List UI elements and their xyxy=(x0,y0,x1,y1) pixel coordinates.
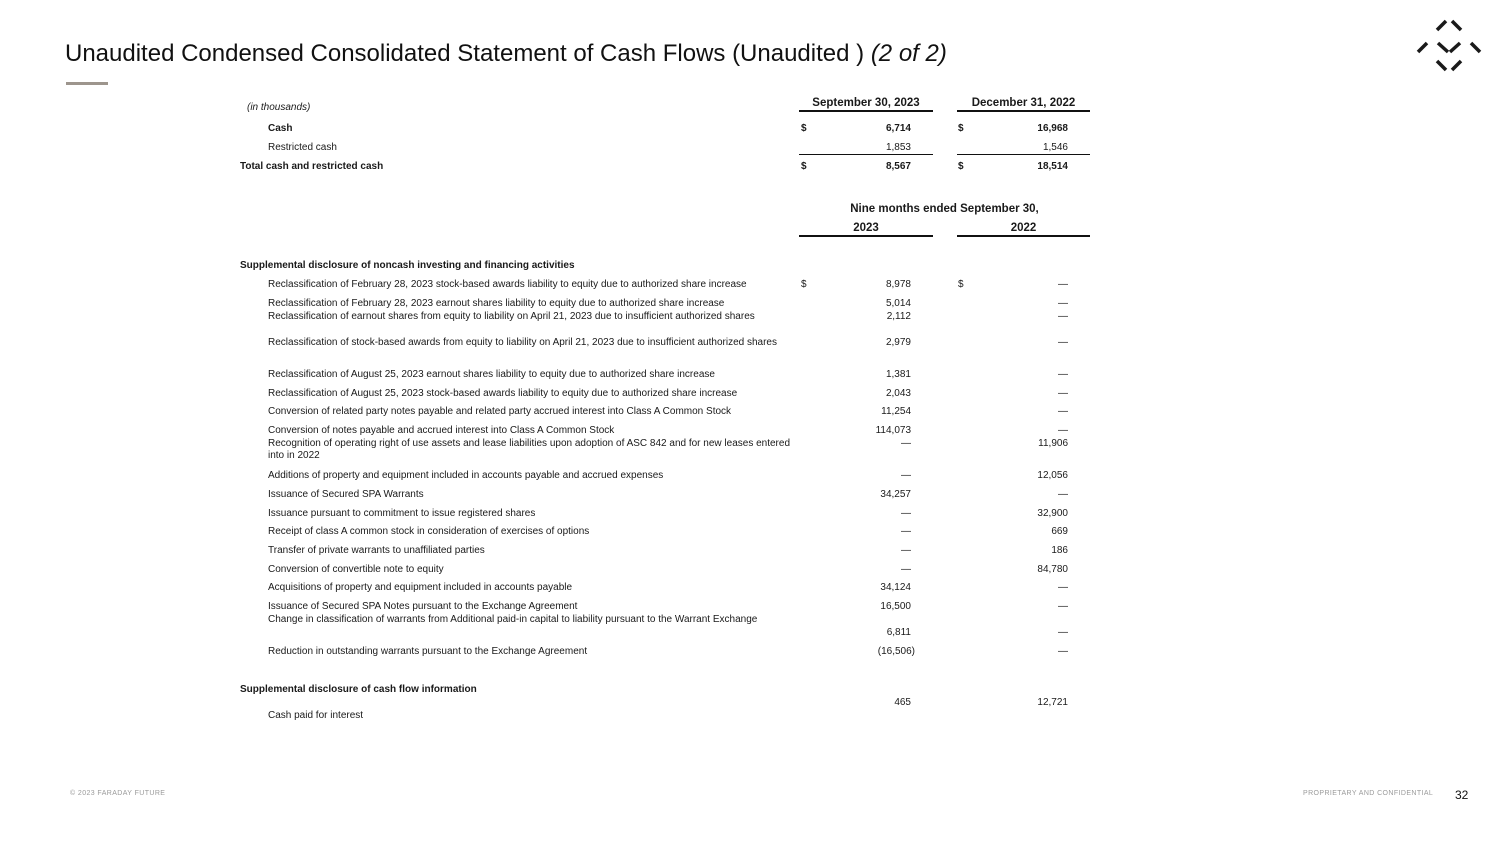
year-header-2022: 2022 xyxy=(1010,222,1037,234)
value-2023: 2,979 xyxy=(885,337,911,348)
row-label: Acquisitions of property and equipment included in accounts payable xyxy=(268,582,573,593)
row-label: Total cash and restricted cash xyxy=(240,161,384,172)
row-label: Issuance of Secured SPA Warrants xyxy=(268,489,424,500)
currency-sign: $ xyxy=(801,161,807,172)
row-label: Conversion of related party notes payable and related party accrued interest into Class A Common Stock xyxy=(268,406,732,417)
value-2023: (16,506) xyxy=(877,646,915,657)
row-label: Change in classification of warrants from Additional paid-in capital to liability pursuant to the Warrant Exchange xyxy=(268,614,758,625)
row-label: Reduction in outstanding warrants pursuant to the Exchange Agreement xyxy=(268,646,588,657)
value-2022: — xyxy=(1058,388,1068,399)
header-rule xyxy=(799,110,933,112)
row-label: Issuance pursuant to commitment to issue registered shares xyxy=(268,508,536,519)
value-2022: 1,546 xyxy=(1042,142,1068,153)
value-2022: — xyxy=(1058,582,1068,593)
value-2022: — xyxy=(1058,489,1068,500)
row-label: Reclassification of stock-based awards from equity to liability on April 21, 2023 due to insufficient authorized shares xyxy=(268,337,777,348)
value-2022: 12,721 xyxy=(1037,697,1068,708)
value-2022: 11,906 xyxy=(1038,438,1068,449)
section-heading-noncash: Supplemental disclosure of noncash investing and financing activities xyxy=(240,260,575,271)
value-2023: 2,043 xyxy=(885,388,911,399)
value-2023: 6,714 xyxy=(885,123,911,134)
value-2023: 16,500 xyxy=(880,601,911,612)
footer-copyright: © 2023 FARADAY FUTURE xyxy=(70,790,166,797)
value-2023: 8,567 xyxy=(885,161,911,172)
value-2023: 34,257 xyxy=(880,489,911,500)
row-label: Reclassification of August 25, 2023 stock-based awards liability to equity due to authorized share increase xyxy=(268,388,738,399)
value-2023: 11,254 xyxy=(881,406,911,417)
value-2022: 669 xyxy=(1051,526,1068,537)
currency-sign: $ xyxy=(958,279,964,290)
value-2022: 186 xyxy=(1051,545,1068,556)
subtotal-rule xyxy=(799,154,933,155)
currency-sign: $ xyxy=(958,123,964,134)
row-label: Issuance of Secured SPA Notes pursuant to the Exchange Agreement xyxy=(268,601,578,612)
unit-label: (in thousands) xyxy=(247,102,311,113)
value-2023: 465 xyxy=(894,697,911,708)
value-2023: 2,112 xyxy=(886,311,911,322)
value-2023: 1,381 xyxy=(885,369,911,380)
value-2023: — xyxy=(901,508,911,519)
value-2023: 6,811 xyxy=(886,627,911,638)
value-2022: 84,780 xyxy=(1037,564,1068,575)
row-label: Reclassification of earnout shares from equity to liability on April 21, 2023 due to insufficient authorized shares xyxy=(268,311,755,322)
value-2022: — xyxy=(1058,646,1068,657)
value-2023: — xyxy=(901,438,911,449)
value-2023: 8,978 xyxy=(885,279,911,290)
row-label: Reclassification of February 28, 2023 earnout shares liability to equity due to authorized share increase xyxy=(268,298,725,309)
title-main: Unaudited Condensed Consolidated Statement of Cash Flows (Unaudited ) xyxy=(65,40,865,67)
value-2022: 16,968 xyxy=(1037,123,1068,134)
value-2022: — xyxy=(1058,406,1068,417)
value-2023: — xyxy=(901,564,911,575)
year-header-rule xyxy=(799,235,933,237)
header-rule xyxy=(957,110,1090,112)
value-2022: — xyxy=(1058,601,1068,612)
value-2023: — xyxy=(901,470,911,481)
value-2022: — xyxy=(1058,425,1068,436)
column-header-dec-2022: December 31, 2022 xyxy=(971,97,1076,109)
section-heading-cashflow: Supplemental disclosure of cash flow information xyxy=(240,684,477,695)
value-2023: — xyxy=(901,526,911,537)
row-label: Recognition of operating right of use assets and lease liabilities upon adoption of ASC 842 and for new leases entered into in 2022 xyxy=(268,438,791,461)
value-2023: — xyxy=(901,545,911,556)
value-2023: 5,014 xyxy=(885,298,911,309)
row-label: Conversion of convertible note to equity xyxy=(268,564,444,575)
column-header-sep-2023: September 30, 2023 xyxy=(812,97,920,109)
period-header: Nine months ended September 30, xyxy=(850,203,1039,215)
title-underline xyxy=(66,82,108,85)
row-label: Reclassification of August 25, 2023 earnout shares liability to equity due to authorized share increase xyxy=(268,369,715,380)
page-number: 32 xyxy=(1455,788,1469,802)
row-label: Transfer of private warrants to unaffiliated parties xyxy=(268,545,485,556)
page-title xyxy=(65,40,947,68)
row-label: Additions of property and equipment included in accounts payable and accrued expenses xyxy=(268,470,664,481)
currency-sign: $ xyxy=(958,161,964,172)
value-2022: 18,514 xyxy=(1037,161,1068,172)
row-label: Conversion of notes payable and accrued interest into Class A Common Stock xyxy=(268,425,615,436)
faraday-future-logo-icon xyxy=(1414,18,1484,72)
row-label: Cash xyxy=(268,123,293,134)
title-sub: (2 of 2) xyxy=(870,40,947,67)
currency-sign: $ xyxy=(801,123,807,134)
value-2022: 12,056 xyxy=(1037,470,1068,481)
value-2022: — xyxy=(1058,337,1068,348)
subtotal-rule xyxy=(957,154,1090,155)
year-header-2023: 2023 xyxy=(853,222,879,234)
row-label: Reclassification of February 28, 2023 stock-based awards liability to equity due to authorized share increase xyxy=(268,279,747,290)
currency-sign: $ xyxy=(801,279,807,290)
footer-confidential: PROPRIETARY AND CONFIDENTIAL xyxy=(1303,790,1434,797)
value-2022: 32,900 xyxy=(1037,508,1068,519)
value-2023: 114,073 xyxy=(875,425,911,436)
value-2023: 1,853 xyxy=(885,142,911,153)
value-2022: — xyxy=(1058,298,1068,309)
value-2022: — xyxy=(1058,369,1068,380)
row-label: Restricted cash xyxy=(268,142,337,153)
value-2022: — xyxy=(1058,627,1068,638)
row-label: Receipt of class A common stock in consideration of exercises of options xyxy=(268,526,590,537)
value-2023: 34,124 xyxy=(880,582,911,593)
value-2022: — xyxy=(1058,279,1068,290)
year-header-rule xyxy=(957,235,1090,237)
value-2022: — xyxy=(1058,311,1068,322)
row-label: Cash paid for interest xyxy=(268,710,364,721)
